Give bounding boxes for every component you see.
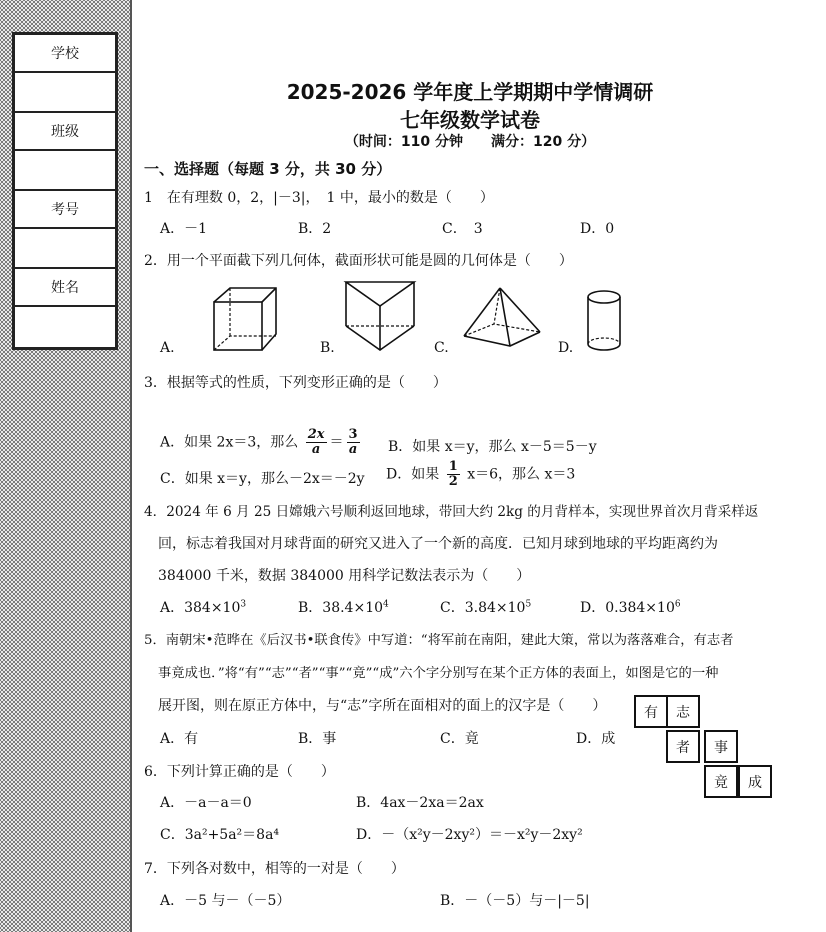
q4-option-a[interactable] — [160, 597, 246, 617]
q1-stem: 1 在有理数 0，2，|－3|， 1 中，最小的数是（ ） — [144, 190, 494, 206]
cube-net-diagram — [634, 695, 774, 801]
q4-option-c-exponent: 5 — [525, 599, 532, 610]
q6-option-c[interactable]: C．3a²+5a²＝8a⁴ — [160, 827, 280, 843]
student-info-box — [12, 32, 118, 350]
q4-option-d-base: D．0.384×10 — [580, 600, 675, 616]
q3-option-a-fraction-left — [306, 428, 327, 457]
q3-option-a[interactable] — [160, 428, 363, 457]
exam-subtitle: 七年级数学试卷 — [400, 108, 540, 132]
name-label: 姓名 — [15, 269, 115, 307]
fraction-denominator: a — [311, 442, 321, 457]
pyramid-figure — [460, 284, 544, 350]
net-cell: 者 — [666, 730, 700, 763]
q3-option-d-fraction — [447, 460, 460, 489]
q5-option-b[interactable]: B．事 — [298, 731, 337, 747]
q7-stem: 7．下列各对数中，相等的一对是（ ） — [144, 861, 405, 877]
net-cell: 志 — [666, 695, 700, 728]
q3-option-c[interactable]: C．如果 x＝y，那么－2x＝－2y — [160, 471, 365, 487]
q5-line3: 展开图，则在原正方体中，与“志”字所在面相对的面上的汉字是（ ） — [158, 698, 607, 714]
q2-option-a[interactable]: A. — [160, 340, 175, 356]
q4-line3: 384000 千米，数据 384000 用科学记数法表示为（ ） — [158, 568, 531, 584]
q4-option-a-base: A．384×10 — [160, 600, 241, 616]
q7-option-a[interactable]: A．－5 与－（－5） — [160, 893, 291, 909]
q2-option-d[interactable]: D. — [558, 340, 574, 356]
q6-option-b[interactable]: B．4ax－2xa＝2ax — [356, 795, 484, 811]
q4-option-a-exponent: 3 — [240, 599, 247, 610]
q1-option-b[interactable]: B．2 — [298, 221, 332, 237]
net-cell: 事 — [704, 730, 738, 763]
binding-margin — [0, 0, 132, 932]
q2-option-b[interactable]: B. — [320, 340, 335, 356]
q1-option-d[interactable]: D．0 — [580, 221, 615, 237]
q5-option-d[interactable]: D．成 — [576, 731, 616, 747]
q4-option-c-base: C．3.84×10 — [440, 600, 526, 616]
q5-line2: 事竟成也．”将“有”“志”“者”“事”“竟”“成”六个字分别写在某个正方体的表面上，如图是它的一种 — [158, 666, 719, 681]
q4-line1: 4．2024 年 6 月 25 日嫦娥六号顺利返回地球，带回大约 2kg 的月背样本，实现世界首次月背采样返 — [144, 504, 759, 520]
q3-option-d-prefix: D．如果 — [386, 466, 440, 483]
exam-number-label: 考号 — [15, 191, 115, 229]
net-cell: 成 — [738, 765, 772, 798]
q4-option-d[interactable] — [580, 597, 681, 617]
q6-option-a[interactable]: A．－a－a＝0 — [160, 795, 252, 811]
q3-stem: 3．根据等式的性质，下列变形正确的是（ ） — [144, 375, 447, 391]
fraction-numerator: 3 — [348, 427, 358, 442]
section-heading: 一、选择题（每题 3 分，共 30 分） — [144, 160, 392, 178]
fraction-numerator: 1 — [448, 459, 458, 474]
q2-stem: 2．用一个平面截下列几何体，截面形状可能是圆的几何体是（ ） — [144, 253, 573, 269]
school-label: 学校 — [15, 35, 115, 73]
fraction-denominator: 2 — [448, 474, 458, 489]
q5-option-a[interactable]: A．有 — [160, 731, 199, 747]
exam-content — [140, 0, 820, 932]
class-field[interactable] — [15, 151, 115, 191]
net-cell: 有 — [634, 695, 668, 728]
q5-option-c[interactable]: C．竟 — [440, 731, 479, 747]
q1-option-a[interactable]: A．－1 — [160, 221, 208, 237]
class-label: 班级 — [15, 113, 115, 151]
q6-stem: 6．下列计算正确的是（ ） — [144, 764, 335, 780]
q4-line2: 回，标志着我国对月球背面的研究又进入了一个新的高度．已知月球到地球的平均距离约为 — [158, 536, 718, 552]
school-field[interactable] — [15, 73, 115, 113]
q6-option-d[interactable]: D．－（x²y－2xy²）＝－x²y－2xy² — [356, 827, 583, 843]
q4-option-d-exponent: 6 — [674, 599, 681, 610]
q1-option-c[interactable]: C． 3 — [442, 221, 483, 237]
net-cell: 竟 — [704, 765, 738, 798]
q4-option-b-exponent: 4 — [383, 599, 389, 610]
q3-option-a-fraction-right — [347, 428, 360, 457]
q5-line1: 5．南朝宋•范晔在《后汉书•联食传》中写道：“将军前在南阳，建此大策，常以为落落难合，有志者 — [144, 633, 734, 648]
cylinder-figure — [584, 288, 624, 354]
q2-option-c[interactable]: C. — [434, 340, 449, 356]
cube-figure — [210, 286, 280, 356]
q3-option-d-suffix: x＝6，那么 x＝3 — [467, 466, 576, 483]
q3-option-a-prefix: A．如果 2x＝3，那么 — [160, 434, 299, 451]
q4-option-c[interactable] — [440, 597, 531, 617]
exam-title: 2025-2026 学年度上学期期中学情调研 — [286, 80, 654, 104]
q7-option-b[interactable]: B．－（－5）与－|－5| — [440, 893, 590, 909]
fraction-denominator: a — [348, 442, 358, 457]
exam-time-info: （时间：110 分钟 满分：120 分） — [344, 134, 596, 150]
q3-option-a-equals: ＝ — [329, 434, 344, 451]
q4-option-b-base: B．38.4×10 — [298, 600, 384, 616]
fraction-numerator: 2x — [307, 427, 325, 442]
q3-option-b[interactable]: B．如果 x＝y，那么 x－5＝5－y — [388, 439, 597, 455]
q3-option-d[interactable] — [386, 460, 575, 489]
name-field[interactable] — [15, 307, 115, 347]
exam-number-field[interactable] — [15, 229, 115, 269]
prism-figure — [342, 278, 418, 354]
q4-option-b[interactable] — [298, 597, 389, 617]
margin-edge-line — [130, 0, 132, 932]
